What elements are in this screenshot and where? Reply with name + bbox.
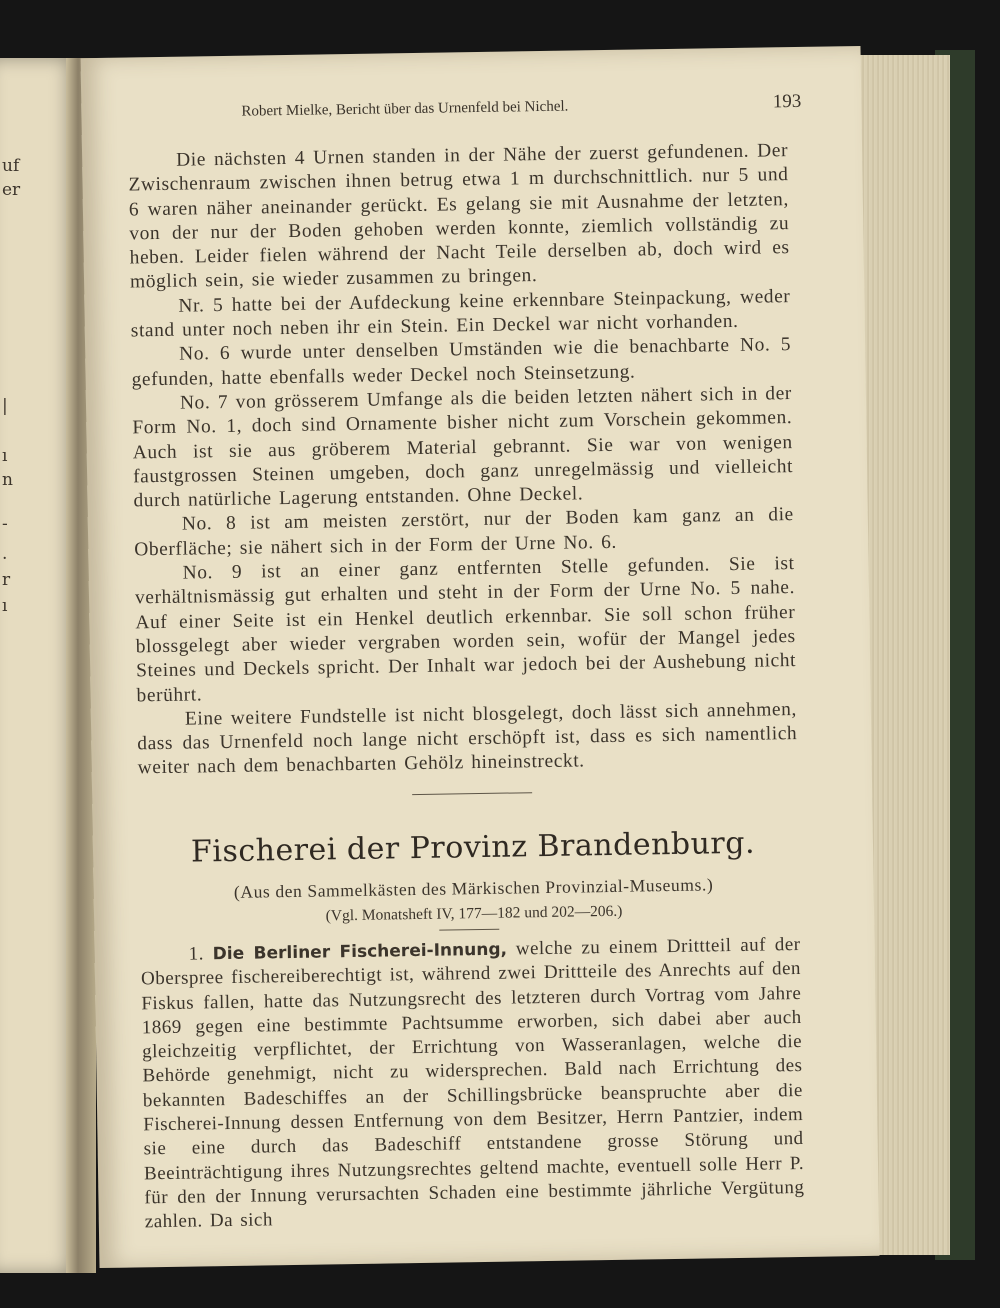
paragraph: No. 7 von grösserem Umfange als die beiden letzten nähert sich in der Form No. 1, doch sind Ornamente bisher nicht zum Vorschein gekommen. Auch ist sie aus gröberem Material gebrannt. Sie war von wenigen faustgrossen Steinen umgeben, doch ganz unregelmässig und vielleicht durch natürliche Lagerung entstanden. Ohne Deckel. xyxy=(132,383,794,512)
running-title: Robert Mielke, Bericht über das Urnenfeld bei Nichel. xyxy=(241,98,569,120)
left-page-text: er xyxy=(2,180,21,200)
paragraph: No. 6 wurde unter denselben Umständen wie die benachbarte No. 5 gefunden, hatte ebenfalls weder Deckel noch Steinsetzung. xyxy=(131,334,792,391)
left-page-text: uf xyxy=(2,156,20,176)
item-heading: Die Berliner Fischerei-Innung, xyxy=(212,939,508,965)
section-reference: (Vgl. Monatsheft IV, 177—182 und 202—206.) xyxy=(325,902,623,925)
item-text: welche zu einem Drittteil auf der Oberspree fischereiberechtigt ist, während zwei Drittteile des Anrechts auf den Fiskus fallen, hatte das Nutzungsrecht des letzteren durch Vortrag vom Jahre 1869 gegen eine bestimmte Pachtsumme erworben, sich dabei aber auch gleichzeitig verpflichtet, der Errichtung von Wasseranlagen, welche die Behörde genehmigt, nicht zu widersprechen. Bald nach Errichtung des bekannten Badeschiffes an der Schillingsbrücke beanspruchte aber die Fischerei-Innung dessen Entfernung von dem Besitzer, Herrn Pantzier, indem sie eine durch das Badeschiff entstandene grosse Störung und Beeinträchtigung ihres Nutzungsrechtes geltend machte, eventuell solle Herr P. für den der Innung verursachten Schaden eine bestimmte jährliche Vergütung zahlen. Da sich xyxy=(140,934,805,1233)
item-number: 1. xyxy=(188,943,205,965)
left-page-text: - xyxy=(2,514,8,534)
paragraph xyxy=(140,933,804,1235)
left-page-text: n xyxy=(2,470,13,490)
page-number: 193 xyxy=(772,90,802,113)
paragraph: Nr. 5 hatte bei der Aufdeckung keine erkennbare Steinpackung, weder stand unter noch neben ihr ein Stein. Ein Deckel war nicht vorhanden. xyxy=(130,285,791,342)
section-subtitle: (Aus den Sammelkästen des Märkischen Provinzial-Museums.) xyxy=(233,874,714,902)
paragraph: No. 8 ist am meisten zerstört, nur der Boden kam ganz an die Oberfläche; sie nähert sich in der Form der Urne No. 6. xyxy=(134,504,794,561)
section-body xyxy=(140,933,804,1235)
left-page-text: ı xyxy=(2,446,8,466)
paragraph: Die nächsten 4 Urnen standen in der Nähe der zuerst gefundenen. Der Zwischenraum zwischen ihnen betrug etwa 1 m durchschnittlich. nur 5 und 6 waren näher aneinander gerückt. Es gelang sie mit Ausnahme der letzten, von der nur der Boden gehoben werden konnte, ziemlich vollständig zu heben. Leider fielen während der Nacht Teile derselben ab, doch wird es möglich sein, sie wieder zusammen zu bringen. xyxy=(128,140,790,293)
section-divider xyxy=(412,792,532,795)
running-header xyxy=(241,90,802,121)
right-page xyxy=(81,46,880,1268)
left-page-text: | xyxy=(2,396,8,416)
short-divider xyxy=(439,929,499,931)
left-page-text: . xyxy=(2,544,8,564)
left-page-text: r xyxy=(2,570,11,590)
paragraph: Eine weitere Fundstelle ist nicht blosgelegt, doch lässt sich annehmen, dass das Urnenfeld noch lange nicht erschöpft ist, dass es sich namentlich weiter nach dem benachbarten Gehölz hineinstreckt. xyxy=(137,698,798,779)
section-title: Fischerei der Provinz Brandenburg. xyxy=(190,825,756,870)
paragraph: No. 9 ist an einer ganz entfernten Stelle gefunden. Sie ist verhältnismässig gut erhalten und steht in der Form der Urne No. 5 nahe. Auf einer Seite ist ein Henkel deutlich erkennbar. Sie soll schon früher blossgelegt aber wieder vergraben worden sein, wofür der Mangel jedes Steines und Deckels spricht. Der Inhalt war jedoch bei der Aushebung nicht berührt. xyxy=(134,553,797,706)
report-body xyxy=(128,139,798,781)
left-page-text: ı xyxy=(2,596,8,616)
